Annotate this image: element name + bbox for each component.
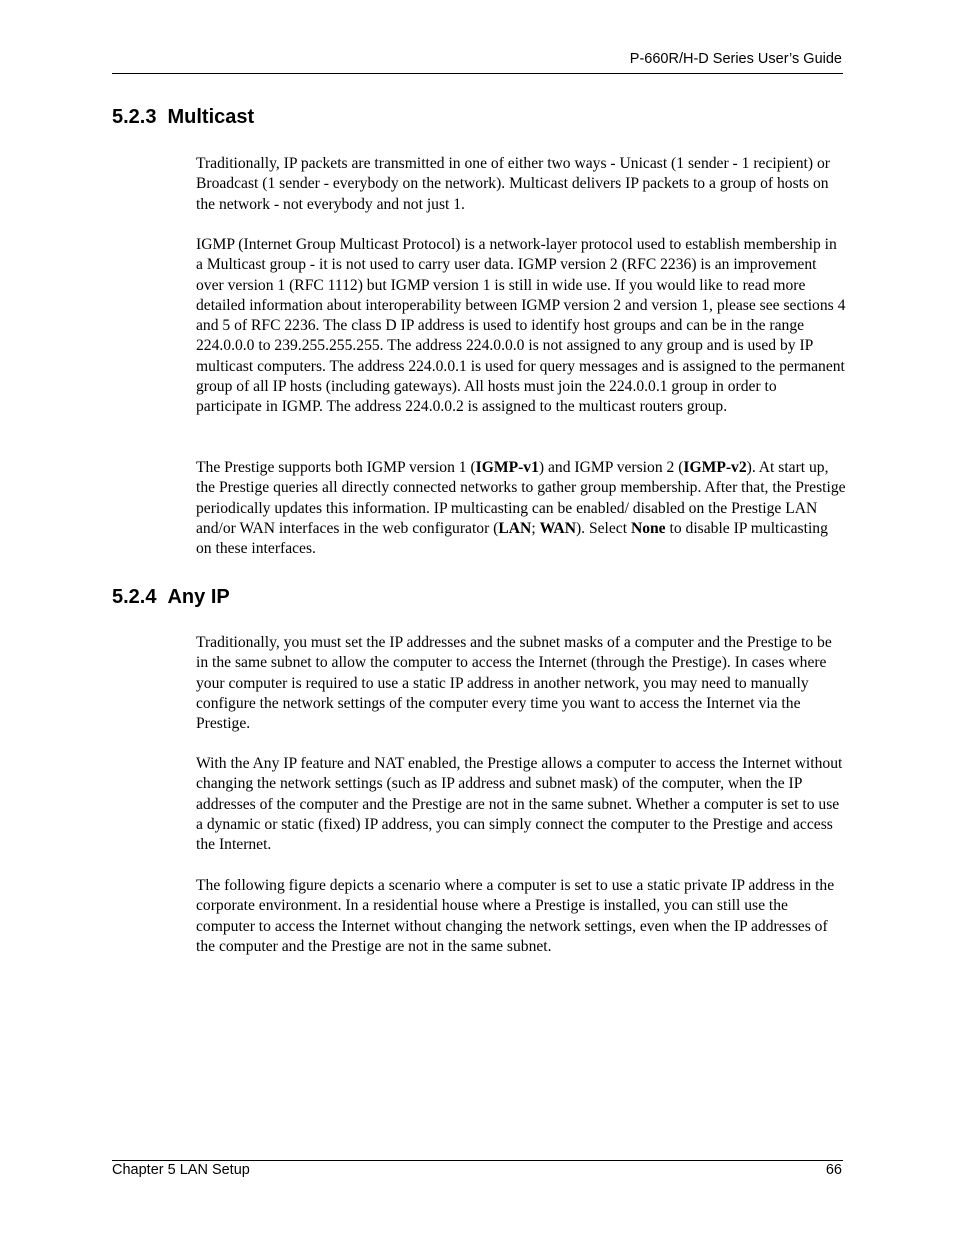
footer-page-number: 66 — [825, 1162, 842, 1178]
bold-term-wan: WAN — [539, 519, 576, 537]
bold-term-igmp-v1: IGMP-v1 — [475, 459, 539, 476]
text-run: ; — [531, 519, 540, 537]
bold-term-igmp-v2: IGMP-v2 — [683, 459, 747, 476]
multicast-paragraph-3 — [196, 458, 846, 559]
section-number: 5.2.4 — [112, 586, 157, 608]
section-heading-any-ip — [112, 586, 230, 609]
footer-chapter: Chapter 5 LAN Setup — [112, 1162, 250, 1178]
any-ip-paragraph-2: With the Any IP feature and NAT enabled, the Prestige allows a computer to access the Internet without changing the network settings (such as IP address and subnet mask) of the computer, when the IP addresses of the computer and the Prestige are not in the same subnet. Whether a computer is set to use a dynamic or static (fixed) IP address, you can simply connect the computer to the Prestige and access the Internet. — [196, 755, 843, 854]
multicast-paragraph-2: IGMP (Internet Group Multicast Protocol) is a network-layer protocol used to establish membership in a Multicast group - it is not used to carry user data. IGMP version 2 (RFC 2236) is an improvement over version 1 (RFC 1112) but IGMP version 1 is still in wide use. If you would like to read more detailed information about interoperability between IGMP version 2 and version 1, please see sections 4 and 5 of RFC 2236. The class D IP address is used to identify host groups and can be in the range 224.0.0.0 to 239.255.255.255. The address 224.0.0.0 is not assigned to any group and is used by IP multicast computers. The address 224.0.0.1 is used for query messages and is assigned to the permanent group of all IP hosts (including gateways). All hosts must join the 224.0.0.1 group in order to participate in IGMP. The address 224.0.0.2 is assigned to the multicast routers group. — [196, 236, 846, 416]
text-run: ). At start up, the Prestige queries all directly connected networks to gather group membership. After that, the Prestige periodically updates this information. IP multicasting can be enabled/ disabled on the Prestige LAN and/or WAN interfaces in the web configurator ( — [196, 459, 846, 537]
section-title: Any IP — [167, 586, 230, 608]
header-title: P-660R/H-D Series User’s Guide — [629, 51, 842, 67]
section-title: Multicast — [167, 106, 255, 128]
any-ip-paragraph-3: The following figure depicts a scenario where a computer is set to use a static private IP address in the corporate environment. In a residential house where a Prestige is installed, you can still use the computer to access the Internet without changing the network settings, even when the IP addresses of the computer and the Prestige are not in the same subnet. — [196, 877, 835, 955]
multicast-paragraph-1: Traditionally, IP packets are transmitted in one of either two ways - Unicast (1 sender - 1 recipient) or Broadcast (1 sender - everybody on the network). Multicast delivers IP packets to a group of hosts on the network - not everybody and not just 1. — [196, 155, 830, 213]
bold-term-lan: LAN — [498, 519, 532, 537]
text-run: The Prestige supports both IGMP version 1 ( — [196, 459, 476, 476]
text-run: to disable IP multicasting on these interfaces. — [196, 519, 828, 558]
section-number: 5.2.3 — [112, 106, 157, 128]
text-run: ). Select — [575, 519, 631, 537]
text-run: ) and IGMP version 2 ( — [538, 459, 684, 476]
bold-term-none: None — [630, 519, 666, 537]
any-ip-paragraph-1: Traditionally, you must set the IP addresses and the subnet masks of a computer and the Prestige to be in the same subnet to allow the computer to access the Internet (through the Prestige). In cases where your computer is required to use a static IP address in another network, you may need to manually configure the network settings of the computer every time you want to access the Internet via the Prestige. — [196, 634, 832, 733]
section-heading-multicast — [112, 106, 254, 129]
header-rule — [112, 73, 843, 74]
footer-rule — [112, 1160, 843, 1161]
